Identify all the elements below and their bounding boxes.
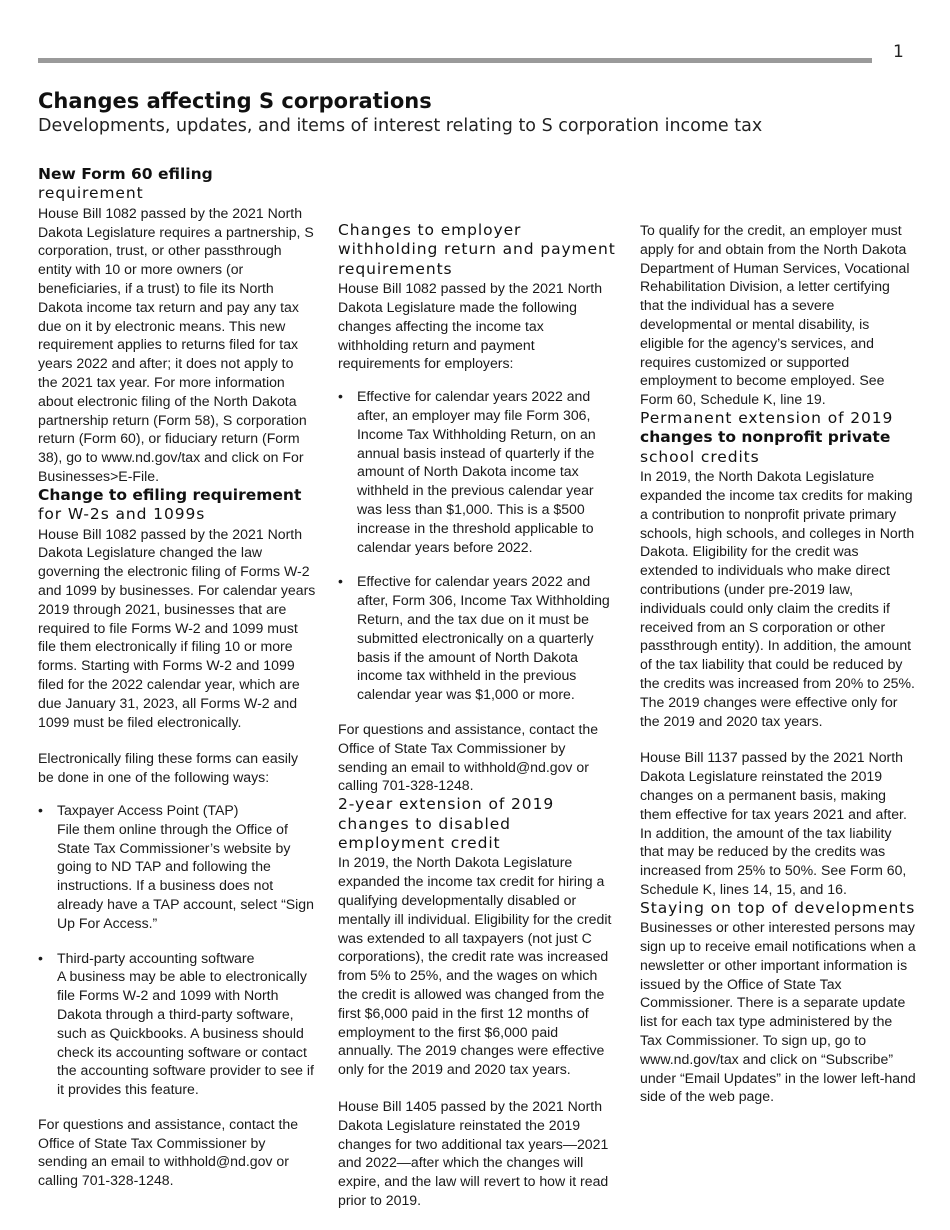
heading-disabled-credit: 2-year extension of 2019 changes to disabled employment credit [338,795,555,852]
heading-w2-rest: for W-2s and 1099s [38,505,206,524]
list-item: • Effective for calendar years 2022 and after, an employer may file Form 306, Income Tax Withholding Return, on an annual basis instead of quarterly if the amount of North Dakota income tax withheld in the previous calendar year was less than $1,000. This is a $500 increase in the threshold applicable to calendar years before 2022. [338,387,616,556]
nonprofit-body: In 2019, the North Dakota Legislature expanded the income tax credits for making a contribution to nonprofit private primary schools, high schools, and colleges in North Dakota. Eligibility for the credit was extended to individuals who make direct contributions (under pre-2019 law, individuals could only claim the credits if received from an S corporation or other passthrough entity). In addition, the amount of the tax liability that could be reduced by the credits was increased from 20% to 25%. The 2019 changes were effective only for the 2019 and 2020 tax years. [640,468,915,729]
heading-w2-bold: Change to efiling requirement [38,485,302,504]
heading-form60-efiling [38,165,316,204]
heading-nonprofit-post: school credits [640,447,760,466]
disabled-credit-body: In 2019, the North Dakota Legislature expanded the income tax credit for hiring a qualifying developmentally disabled or mentally ill individual. Eligibility for the credit was extended to all taxpayers (not just C corporations), the credit rate was increased from 5% to 25%, and the wages on which the credit is allowed was changed from the first $6,000 paid in the first 12 months of employment to the first $6,000 paid annually. The 2019 changes were effective only for the 2019 and 2020 tax years. [338,854,612,1078]
list-item-label: Third-party accounting software [57,949,255,966]
heading-nonprofit-bold: changes to nonprofit private [640,428,891,447]
disabled-credit-body-2: House Bill 1405 passed by the 2021 North Dakota Legislature reinstated the 2019 changes for two additional tax years—2021 and 2022—after which the changes will expire, and the law will revert to how it read prior to 2019. [338,1097,609,1208]
w2-body: House Bill 1082 passed by the 2021 North Dakota Legislature changed the law governing the electronic filing of Forms W-2 and 1099 by businesses. For calendar years 2019 through 2021, businesses that are required to file Forms W-2 and 1099 must file them electronically if filing 10 or more forms. Starting with Forms W-2 and 1099 filed for the 2022 calendar year, which are due January 31, 2023, all Forms W-2 and 1099 must be filed electronically. [38,525,316,730]
heading-withholding: Changes to employer withholding return and payment requirements [338,221,616,278]
withholding-list [338,387,616,704]
heading-form60-rest: requirement [38,184,144,203]
top-rule [38,58,872,63]
column-1 [38,165,316,1190]
page-title: Changes affecting S corporations [38,89,432,113]
withholding-contact: For questions and assistance, contact the Office of State Tax Commissioner by sending an email to withhold@nd.gov or calling 701-328-1248. [338,720,599,794]
w2-intro: Electronically filing these forms can easily be done in one of the following ways: [38,750,299,786]
form60-body: House Bill 1082 passed by the 2021 North Dakota Legislature requires a partnership, S corporation, trust, or other passthrough entity with 10 or more owners (or beneficiaries, if a trust) to file its North Dakota income tax return and pay any tax due on it by electronic means. This new requirement applies to returns filed for tax years 2022 and after; it does not apply to the 2021 tax year. For more information about electronic filing of the North Dakota partnership return (Form 58), S corporation return (Form 60), or fiduciary return (Form 38), go to www.nd.gov/tax and click on For Businesses>E-File. [38,204,314,484]
withholding-body: House Bill 1082 passed by the 2021 North Dakota Legislature made the following changes affecting the income tax withholding return and payment requirements for employers: [338,280,603,372]
list-item [38,801,316,933]
nonprofit-body-2: House Bill 1137 passed by the 2021 North Dakota Legislature reinstated the 2019 changes on a permanent basis, making them effective for tax years 2021 and after. In addition, the amount of the tax liability that may be reduced by the credits was increased from 25% to 50%. See Form 60, Schedule K, lines 14, 15, and 16. [640,749,907,897]
list-item: • Effective for calendar years 2022 and after, Form 306, Income Tax Withholding Return, and the tax due on it must be submitted electronically on a quarterly basis if the amount of North Dakota income tax withheld in the previous calendar year was $1,000 or more. [338,572,616,704]
heading-form60-bold: New Form 60 efiling [38,165,213,183]
column-3 [640,163,916,1106]
column-2 [338,163,616,1210]
w2-methods-list [38,801,316,1099]
w2-contact: For questions and assistance, contact the Office of State Tax Commissioner by sending an email to withhold@nd.gov or calling 701-328-1248. [38,1115,299,1189]
staying-body: Businesses or other interested persons may sign up to receive email notifications when a newsletter or other important information is issued by the Office of State Tax Commissioner. There is a separate update list for each tax type administered by the Tax Commissioner. To sign up, go to www.nd.gov/tax and click on “Subscribe” under “Email Updates” in the lower left-hand side of the web page. [640,919,916,1105]
heading-staying-on-top: Staying on top of developments [640,898,916,917]
page-number: 1 [893,42,904,62]
disabled-credit-body-3: To qualify for the credit, an employer must apply for and obtain from the North Dakota Department of Human Services, Vocational Rehabilitation Division, a letter certifying that the individual has a severe developmental or mental disability, is eligible for the agency’s services, and requires customized or supported employment to become employed. See Form 60, Schedule K, line 19. [640,222,910,408]
heading-nonprofit [640,409,916,467]
page-subtitle: Developments, updates, and items of interest relating to S corporation income tax [38,116,763,136]
list-item-text: File them online through the Office of State Tax Commissioner’s website by going to ND TAP and following the instructions. If a business does not already have a TAP account, select “Sign Up For Access.” [57,820,314,931]
list-item-text: A business may be able to electronically file Forms W-2 and 1099 with North Dakota through a third-party software, such as Quickbooks. A business should check its accounting software or contact the accounting software provider to see if it provides this feature. [57,968,314,1098]
heading-w2-efiling [38,486,316,525]
heading-nonprofit-pre: Permanent extension of 2019 [640,408,894,427]
list-item [38,949,316,1099]
list-item-label: Taxpayer Access Point (TAP) [57,801,239,818]
